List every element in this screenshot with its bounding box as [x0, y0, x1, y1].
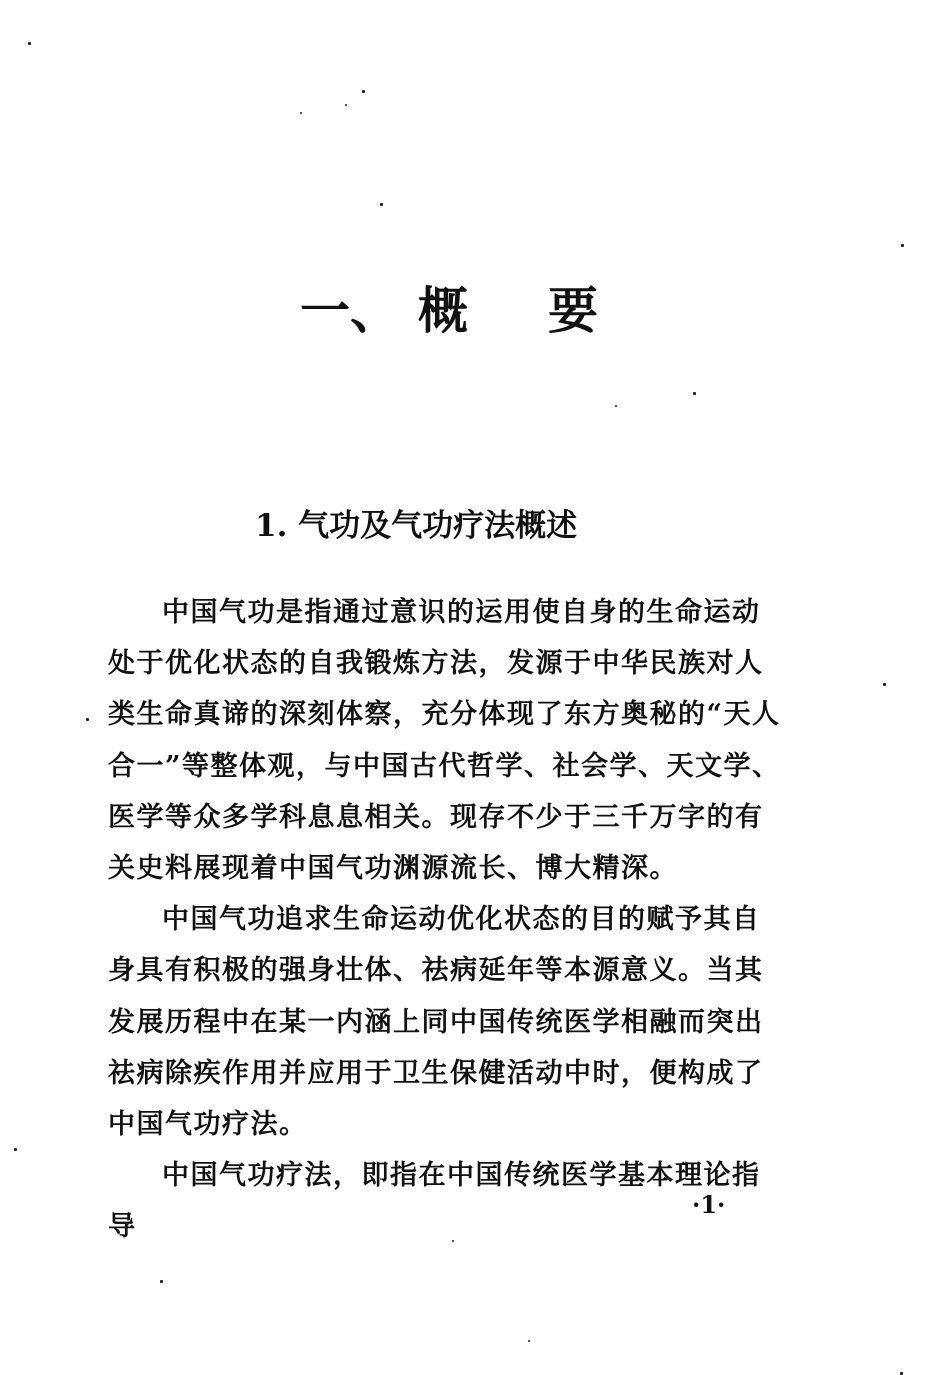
scan-speck	[160, 1280, 163, 1283]
chapter-heading-number: 一	[300, 281, 350, 340]
paragraph: 中国气功追求生命运动优化状态的目的赋予其自身具有积极的强身壮体、祛病延年等本源意义。当其发展历程中在某一内涵上同中国传统医学相融而突出祛病除疾作用并应用于卫生保健活动中时，便构成了中国气功疗法。	[108, 904, 764, 1141]
scan-speck	[86, 718, 89, 721]
scan-speck	[452, 1240, 454, 1242]
scan-speck	[615, 405, 617, 407]
scan-speck	[380, 203, 383, 206]
paragraph: 中国气功疗法，即指在中国传统医学基本理论指导	[108, 1160, 761, 1243]
scan-speck	[528, 1340, 530, 1342]
scan-speck	[300, 112, 302, 114]
section-heading: 1. 气功及气功疗法概述	[255, 508, 578, 544]
scan-speck	[362, 90, 365, 93]
scan-speck	[883, 683, 886, 686]
page-number: ·1·	[692, 1190, 726, 1219]
paragraph: 中国气功是指通过意识的运用使自身的生命运动处于优化状态的自我锻炼方法，发源于中华民族对人类生命真谛的深刻体察，充分体现了东方奥秘的“天人合一”等整体观，与中国古代哲学、社会学、天文学、医学等众多学科息息相关。现存不少于三千万字的有关史料展现着中国气功渊源流长、博大精深。	[108, 597, 781, 885]
scan-speck	[693, 392, 696, 395]
chapter-heading	[0, 276, 935, 346]
chapter-heading-separator: 、	[350, 281, 400, 340]
scan-speck	[901, 244, 904, 247]
chapter-heading-word-2: 要	[548, 281, 598, 340]
chapter-heading-word-1: 概	[418, 281, 468, 340]
body-text	[108, 587, 788, 1253]
scan-speck	[345, 104, 347, 106]
scan-speck	[28, 42, 31, 45]
scan-speck	[14, 1148, 17, 1151]
